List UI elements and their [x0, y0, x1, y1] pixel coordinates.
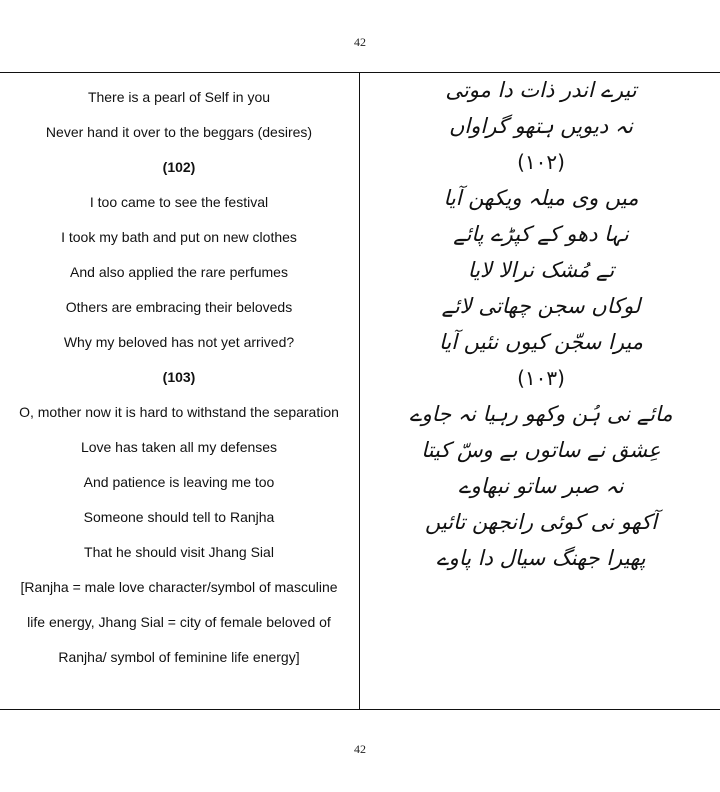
urdu-line: نہا دھو کے کپڑے پائے	[453, 222, 629, 246]
urdu-line: عِشق نے ساتوں بے وسّ کیتا	[421, 438, 661, 462]
urdu-line: پھیرا جھنگ سیال دا پاوے	[436, 546, 646, 570]
urdu-line: میرا سجّن کیوں نئیں آیا	[438, 330, 644, 354]
urdu-verse-number-heading: (۱۰۳)	[517, 366, 565, 390]
english-line: There is a pearl of Self in you	[87, 89, 271, 105]
english-translation-column	[0, 80, 358, 675]
urdu-line: میں وی میلہ ویکھن آیا	[443, 186, 639, 210]
urdu-line: مائے نی ہُن وکھو رہیا نہ جاوے	[409, 402, 673, 426]
english-line: I too came to see the festival	[89, 194, 269, 210]
table-bottom-border	[0, 709, 720, 710]
english-line: Never hand it over to the beggars (desires)	[45, 124, 313, 140]
verse-number-heading: (102)	[162, 159, 196, 175]
urdu-line: لوکاں سجن چھاتی لائے	[441, 294, 641, 318]
verse-number-heading: (103)	[162, 369, 196, 385]
column-divider	[359, 72, 360, 710]
urdu-line: تیرے اندر ذات دا موتی	[445, 78, 637, 102]
english-line: And patience is leaving me too	[83, 474, 275, 490]
english-line: O, mother now it is hard to withstand the separation	[19, 404, 339, 420]
urdu-line: تے مُشک نرالا لایا	[467, 258, 615, 282]
english-line: Love has taken all my defenses	[80, 439, 278, 455]
english-line: Why my beloved has not yet arrived?	[63, 334, 295, 350]
english-line: life energy, Jhang Sial = city of female beloved of	[27, 614, 331, 630]
english-line: I took my bath and put on new clothes	[61, 229, 297, 245]
urdu-line: آکھو نی کوئی رانجھن تائیں	[424, 510, 658, 534]
english-line: That he should visit Jhang Sial	[84, 544, 274, 560]
english-line: Someone should tell to Ranjha	[83, 509, 275, 525]
urdu-verse-number-heading: (۱۰۲)	[517, 150, 565, 174]
english-line: [Ranjha = male love character/symbol of masculine	[20, 579, 338, 595]
urdu-line: نہ دیویں ہتھو گراواں	[448, 114, 634, 138]
page-number-top: 42	[354, 35, 366, 49]
page-number-bottom: 42	[354, 742, 366, 756]
english-line: And also applied the rare perfumes	[70, 264, 288, 280]
english-line: Others are embracing their beloveds	[65, 299, 293, 315]
urdu-line: نہ صبر ساتو نبھاوے	[458, 474, 624, 498]
urdu-verse-column	[362, 72, 720, 576]
english-line: Ranjha/ symbol of feminine life energy]	[58, 649, 300, 665]
